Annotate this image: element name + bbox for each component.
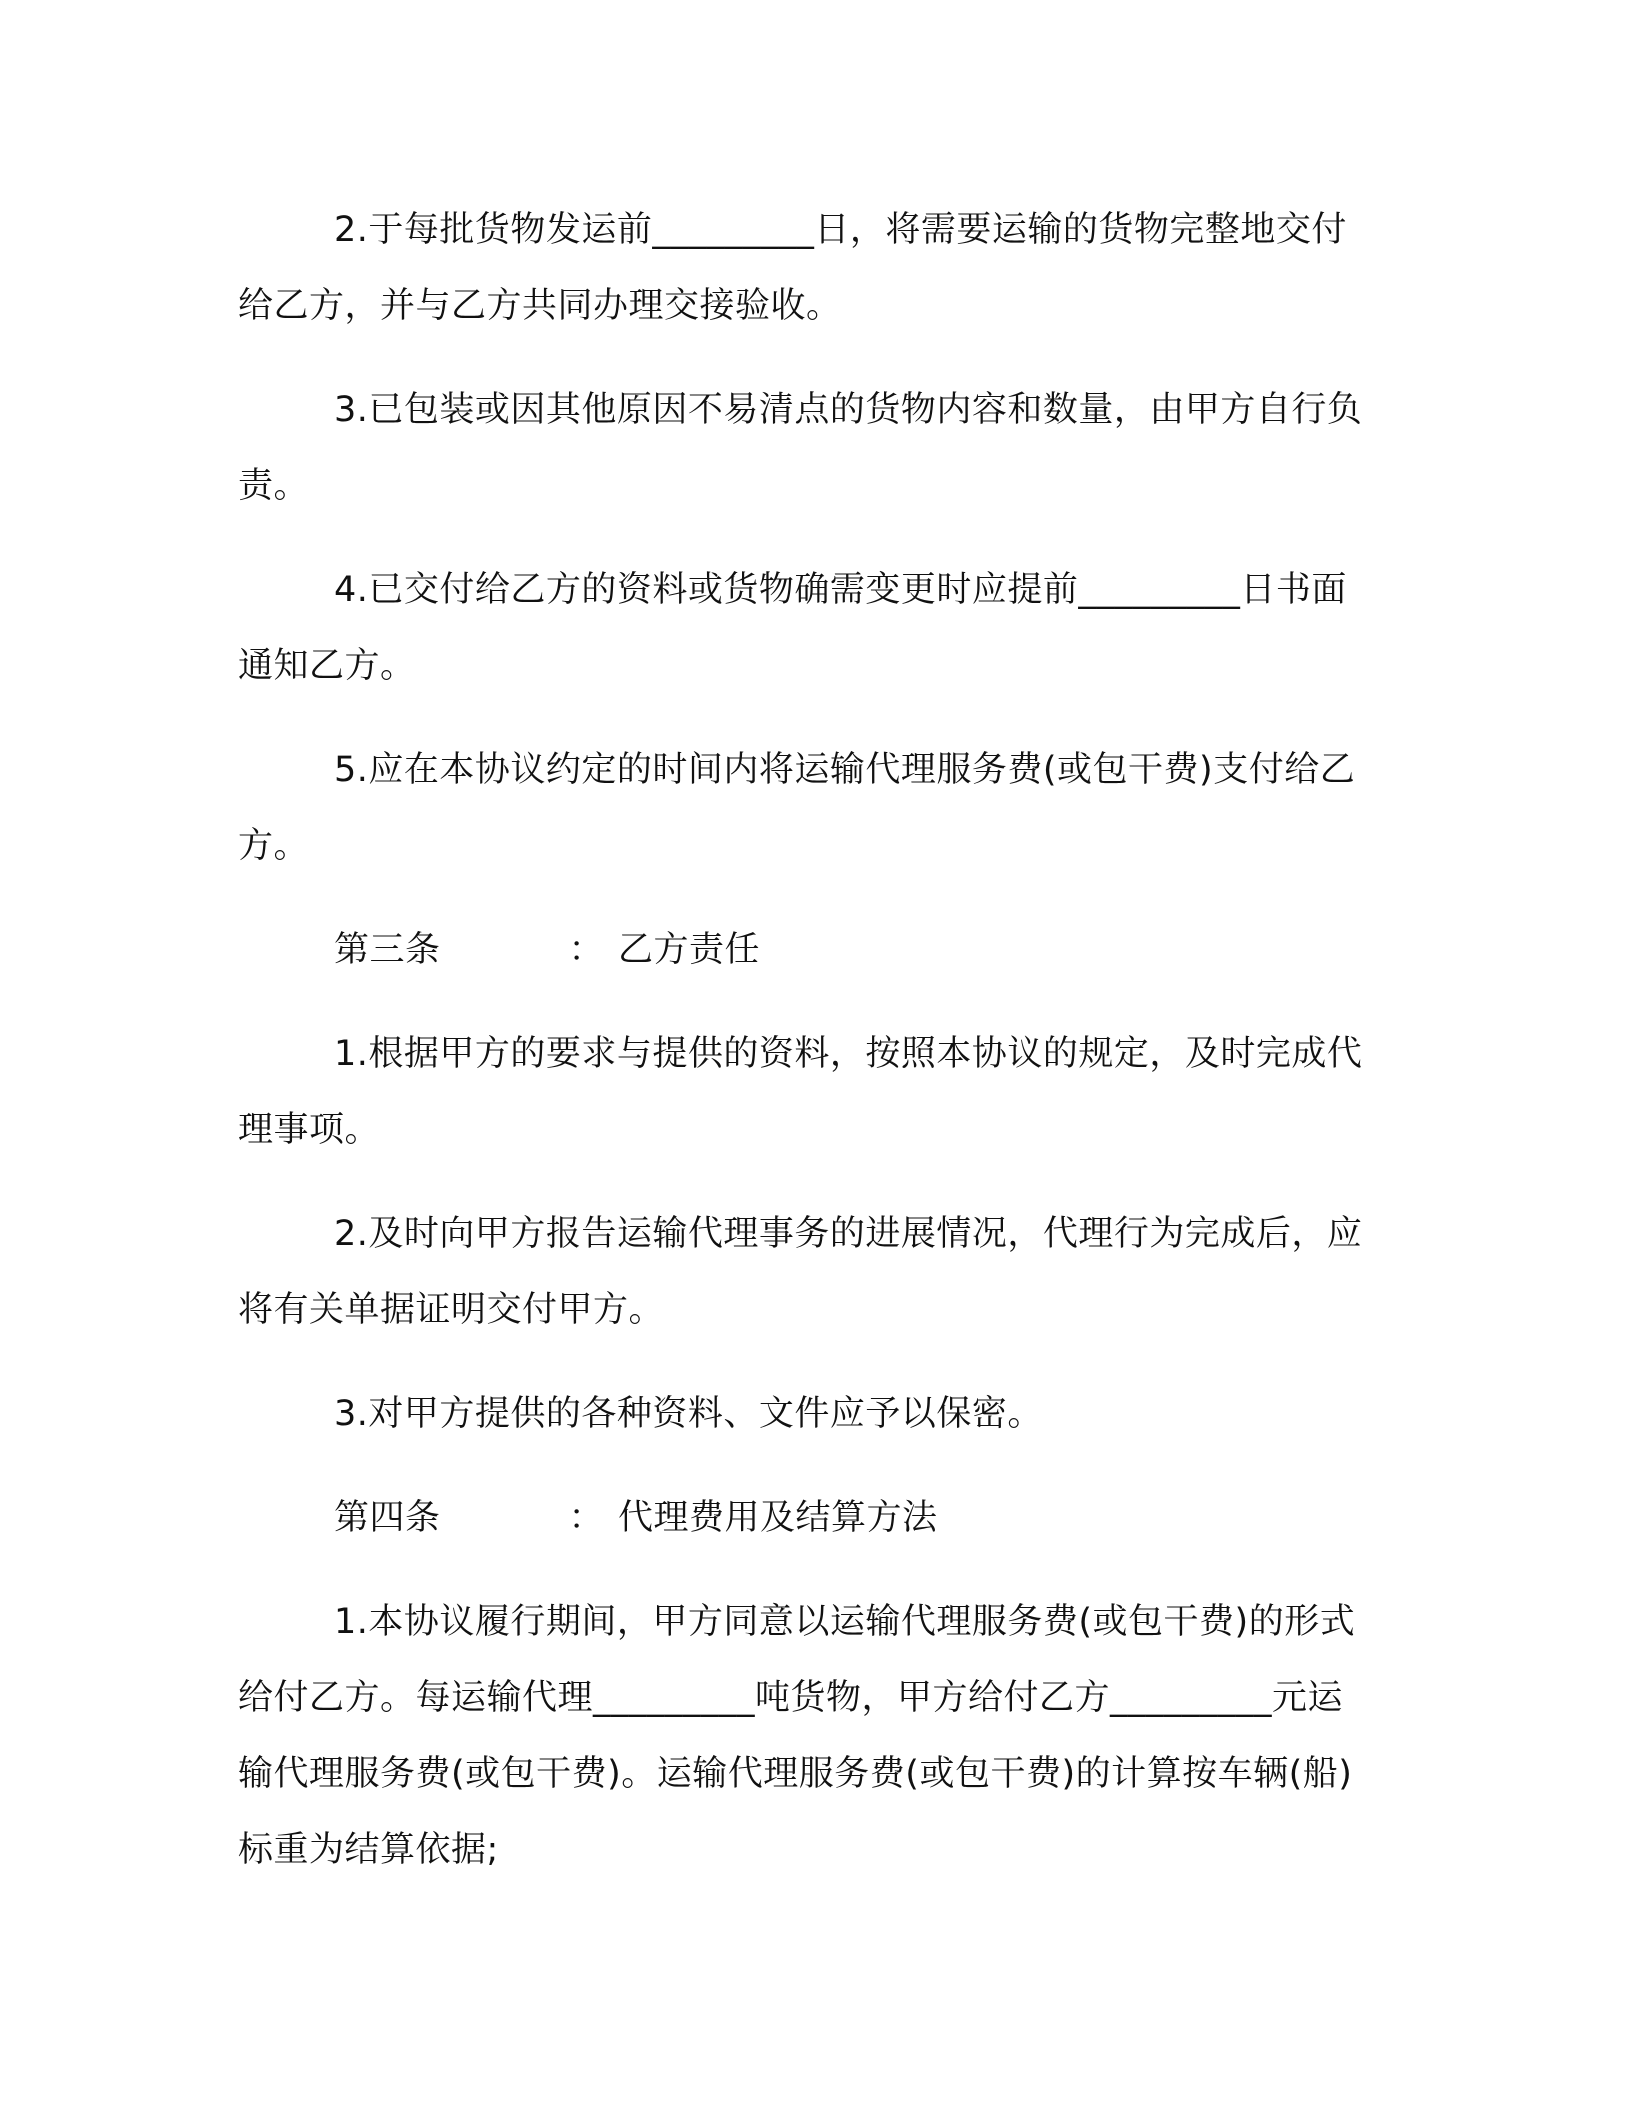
article-4-separator: ： [568,1498,605,1538]
clause-2-1-paragraph: 2.于每批货物发运前_________日，将需要运输的货物完整地交付给乙方，并与乙方共同办理交接验收。 [238,210,1347,326]
clause-3-3-paragraph: 3.对甲方提供的各种资料、文件应予以保密。 [334,1394,1043,1434]
clause-3-1-paragraph: 1.根据甲方的要求与提供的资料，按照本协议的规定，及时完成代理事项。 [238,1034,1363,1150]
article-4-heading [238,1480,1378,1556]
clause-3-2-paragraph: 2.及时向甲方报告运输代理事务的进展情况，代理行为完成后，应将有关单据证明交付甲方。 [238,1214,1363,1330]
document-body [238,192,1378,1888]
article-3-label: 第三条 [334,930,441,970]
article-3-separator: ： [568,930,605,970]
clause-4-1-paragraph: 1.本协议履行期间，甲方同意以运输代理服务费(或包干费)的形式给付乙方。每运输代理_________吨货物，甲方给付乙方_________元运输代理服务费(或包干费)。运输代理服务费(或包干费)的计算按车辆(船)标重为结算依据; [238,1602,1356,1870]
article-3-heading [238,912,1378,988]
clause-2-4-paragraph: 4.已交付给乙方的资料或货物确需变更时应提前_________日书面通知乙方。 [238,570,1347,686]
article-4-label: 第四条 [334,1498,441,1538]
article-4-title: 代理费用及结算方法 [618,1498,938,1538]
clause-2-5-paragraph: 5.应在本协议约定的时间内将运输代理服务费(或包干费)支付给乙方。 [238,750,1356,866]
clause-2-3-paragraph: 3.已包装或因其他原因不易清点的货物内容和数量，由甲方自行负责。 [238,390,1363,506]
article-3-title: 乙方责任 [618,930,761,970]
